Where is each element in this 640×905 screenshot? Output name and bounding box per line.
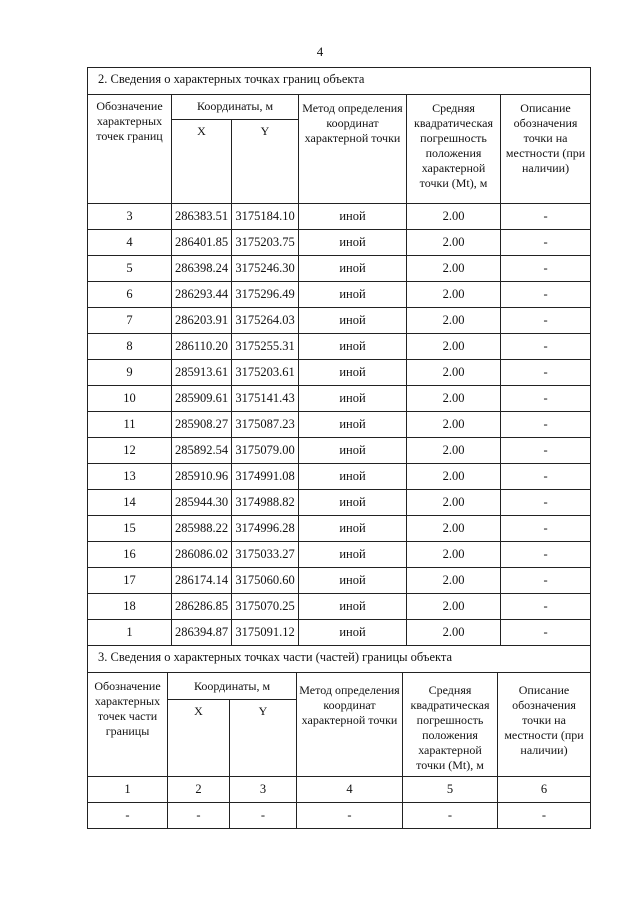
error-cell: 2.00 xyxy=(407,204,501,230)
section3-title: 3. Сведения о характерных точках части (частей) границы объекта xyxy=(88,646,591,673)
method-cell: иной xyxy=(299,386,407,412)
method-cell: иной xyxy=(299,542,407,568)
point-cell: 4 xyxy=(88,230,172,256)
x-cell: 286394.87 xyxy=(172,620,232,646)
method-cell: иной xyxy=(299,516,407,542)
description-cell: - xyxy=(501,308,591,334)
table-row xyxy=(88,360,591,386)
table-row xyxy=(88,256,591,282)
x-cell: 286086.02 xyxy=(172,542,232,568)
y-cell: 3174991.08 xyxy=(232,464,299,490)
description-cell: - xyxy=(501,334,591,360)
table-row xyxy=(88,620,591,646)
table-row xyxy=(88,568,591,594)
point-cell: 16 xyxy=(88,542,172,568)
y-cell: 3175079.00 xyxy=(232,438,299,464)
header-point: Обозначение характерных точек границ xyxy=(88,95,172,204)
table-row xyxy=(88,542,591,568)
section2-table xyxy=(87,67,591,646)
header-description: Описание обозначения точки на местности (при наличии) xyxy=(498,673,591,777)
column-number: 2 xyxy=(168,777,230,803)
table-row xyxy=(88,204,591,230)
header-description: Описание обозначения точки на местности (при наличии) xyxy=(501,95,591,204)
point-cell: 13 xyxy=(88,464,172,490)
description-cell: - xyxy=(501,230,591,256)
header-coords: Координаты, м xyxy=(168,673,297,700)
y-cell: 3174996.28 xyxy=(232,516,299,542)
header-point: Обозначение характерных точек части границы xyxy=(88,673,168,777)
point-cell: 8 xyxy=(88,334,172,360)
section3-table xyxy=(87,645,591,829)
point-cell: 11 xyxy=(88,412,172,438)
table-row xyxy=(88,438,591,464)
error-cell: 2.00 xyxy=(407,490,501,516)
table-row xyxy=(88,308,591,334)
x-cell: 286293.44 xyxy=(172,282,232,308)
description-cell: - xyxy=(501,516,591,542)
point-cell: 3 xyxy=(88,204,172,230)
point-cell: 12 xyxy=(88,438,172,464)
header-x: X xyxy=(172,120,232,204)
point-cell: 6 xyxy=(88,282,172,308)
table-row xyxy=(88,464,591,490)
method-cell: иной xyxy=(299,282,407,308)
method-cell: иной xyxy=(299,412,407,438)
y-cell: 3175296.49 xyxy=(232,282,299,308)
method-cell: иной xyxy=(299,256,407,282)
method-cell: иной xyxy=(299,490,407,516)
point-cell: 5 xyxy=(88,256,172,282)
header-y: Y xyxy=(230,700,297,777)
y-cell: 3175070.25 xyxy=(232,594,299,620)
description-cell: - xyxy=(501,360,591,386)
table-row xyxy=(88,386,591,412)
x-cell: 285913.61 xyxy=(172,360,232,386)
y-cell: 3175091.12 xyxy=(232,620,299,646)
y-cell: 3175033.27 xyxy=(232,542,299,568)
method-cell: иной xyxy=(299,204,407,230)
method-cell: иной xyxy=(299,308,407,334)
point-cell: 14 xyxy=(88,490,172,516)
table-row xyxy=(88,334,591,360)
x-cell: 285988.22 xyxy=(172,516,232,542)
table-row xyxy=(88,230,591,256)
y-cell: 3174988.82 xyxy=(232,490,299,516)
x-cell: 286110.20 xyxy=(172,334,232,360)
header-x: X xyxy=(168,700,230,777)
method-cell: иной xyxy=(299,620,407,646)
table-row xyxy=(88,490,591,516)
x-cell: 286286.85 xyxy=(172,594,232,620)
x-cell: 285910.96 xyxy=(172,464,232,490)
y-cell: 3175264.03 xyxy=(232,308,299,334)
table-row xyxy=(88,594,591,620)
x-cell: 286174.14 xyxy=(172,568,232,594)
empty-cell: - xyxy=(403,803,498,829)
error-cell: 2.00 xyxy=(407,386,501,412)
description-cell: - xyxy=(501,282,591,308)
column-number: 3 xyxy=(230,777,297,803)
empty-cell: - xyxy=(498,803,591,829)
error-cell: 2.00 xyxy=(407,542,501,568)
method-cell: иной xyxy=(299,334,407,360)
description-cell: - xyxy=(501,464,591,490)
column-number: 1 xyxy=(88,777,168,803)
description-cell: - xyxy=(501,412,591,438)
error-cell: 2.00 xyxy=(407,308,501,334)
y-cell: 3175255.31 xyxy=(232,334,299,360)
y-cell: 3175184.10 xyxy=(232,204,299,230)
description-cell: - xyxy=(501,386,591,412)
empty-cell: - xyxy=(230,803,297,829)
method-cell: иной xyxy=(299,438,407,464)
column-number: 4 xyxy=(297,777,403,803)
description-cell: - xyxy=(501,542,591,568)
header-error: Средняя квадратическая погрешность положения характерной точки (Mt), м xyxy=(407,95,501,204)
error-cell: 2.00 xyxy=(407,412,501,438)
section2-title: 2. Сведения о характерных точках границ объекта xyxy=(88,68,591,95)
description-cell: - xyxy=(501,620,591,646)
description-cell: - xyxy=(501,256,591,282)
point-cell: 17 xyxy=(88,568,172,594)
x-cell: 286401.85 xyxy=(172,230,232,256)
y-cell: 3175203.75 xyxy=(232,230,299,256)
error-cell: 2.00 xyxy=(407,256,501,282)
x-cell: 286383.51 xyxy=(172,204,232,230)
error-cell: 2.00 xyxy=(407,334,501,360)
method-cell: иной xyxy=(299,360,407,386)
error-cell: 2.00 xyxy=(407,594,501,620)
y-cell: 3175060.60 xyxy=(232,568,299,594)
description-cell: - xyxy=(501,490,591,516)
error-cell: 2.00 xyxy=(407,464,501,490)
y-cell: 3175087.23 xyxy=(232,412,299,438)
error-cell: 2.00 xyxy=(407,230,501,256)
y-cell: 3175141.43 xyxy=(232,386,299,412)
error-cell: 2.00 xyxy=(407,360,501,386)
error-cell: 2.00 xyxy=(407,438,501,464)
point-cell: 9 xyxy=(88,360,172,386)
x-cell: 285944.30 xyxy=(172,490,232,516)
point-cell: 18 xyxy=(88,594,172,620)
header-y: Y xyxy=(232,120,299,204)
y-cell: 3175203.61 xyxy=(232,360,299,386)
description-cell: - xyxy=(501,438,591,464)
header-method: Метод определения координат характерной точки xyxy=(297,673,403,777)
point-cell: 7 xyxy=(88,308,172,334)
x-cell: 286203.91 xyxy=(172,308,232,334)
empty-cell: - xyxy=(168,803,230,829)
page-number: 4 xyxy=(316,44,324,59)
error-cell: 2.00 xyxy=(407,516,501,542)
method-cell: иной xyxy=(299,594,407,620)
description-cell: - xyxy=(501,204,591,230)
x-cell: 285892.54 xyxy=(172,438,232,464)
description-cell: - xyxy=(501,568,591,594)
point-cell: 1 xyxy=(88,620,172,646)
y-cell: 3175246.30 xyxy=(232,256,299,282)
header-error: Средняя квадратическая погрешность положения характерной точки (Mt), м xyxy=(403,673,498,777)
error-cell: 2.00 xyxy=(407,568,501,594)
error-cell: 2.00 xyxy=(407,282,501,308)
table-row xyxy=(88,282,591,308)
column-number: 6 xyxy=(498,777,591,803)
x-cell: 286398.24 xyxy=(172,256,232,282)
method-cell: иной xyxy=(299,230,407,256)
x-cell: 285909.61 xyxy=(172,386,232,412)
method-cell: иной xyxy=(299,568,407,594)
column-number: 5 xyxy=(403,777,498,803)
table-row xyxy=(88,412,591,438)
empty-cell: - xyxy=(297,803,403,829)
x-cell: 285908.27 xyxy=(172,412,232,438)
empty-cell: - xyxy=(88,803,168,829)
error-cell: 2.00 xyxy=(407,620,501,646)
method-cell: иной xyxy=(299,464,407,490)
header-method: Метод определения координат характерной точки xyxy=(299,95,407,204)
header-coords: Координаты, м xyxy=(172,95,299,120)
point-cell: 10 xyxy=(88,386,172,412)
table-row xyxy=(88,516,591,542)
point-cell: 15 xyxy=(88,516,172,542)
description-cell: - xyxy=(501,594,591,620)
